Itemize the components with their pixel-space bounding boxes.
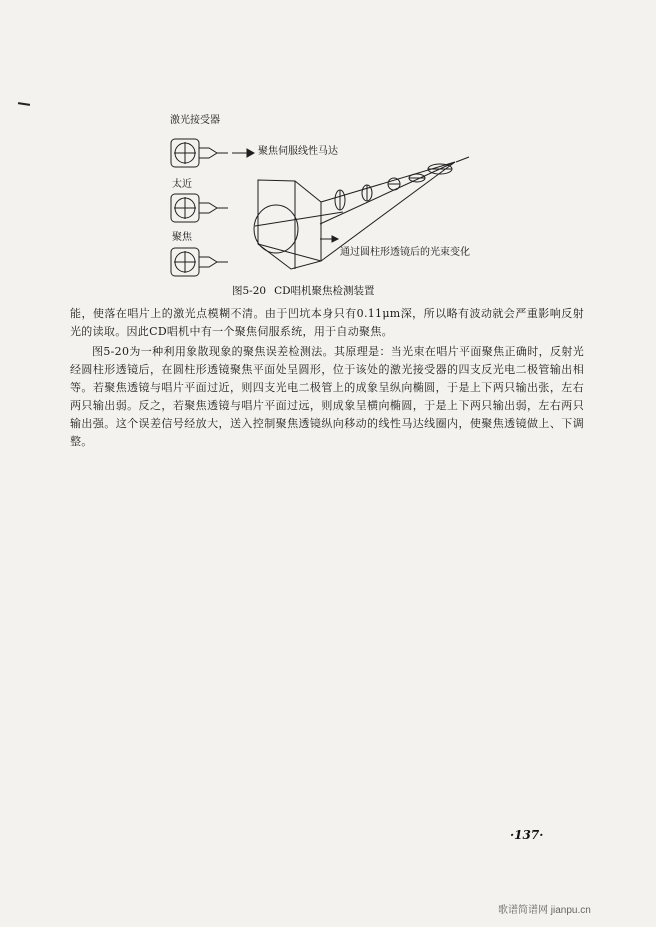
cd-focus-detection-figure (150, 108, 510, 296)
figure-label-laser-receiver: 激光接受器 (170, 115, 220, 126)
cylindrical-lens (254, 180, 343, 269)
detector-bottom (171, 248, 228, 276)
figure-label-too-near: 太近 (172, 179, 192, 190)
body-text (70, 305, 584, 451)
figure-label-focus: 聚焦 (172, 232, 192, 243)
paragraph-continuation: 能，使落在唱片上的激光点模糊不清。由于凹坑本身只有0.11μm深，所以略有波动就会严重影响反射光的读取。因此CD唱机中有一个聚焦伺服系统，用于自动聚焦。 (70, 307, 584, 338)
caption-number: 图5-20 (232, 285, 267, 297)
beam-arrowhead-icon (332, 236, 338, 242)
figure-label-linear-motor: 聚焦伺服线性马达 (258, 146, 338, 157)
figure-caption (232, 286, 375, 297)
figure-label-beam-change: 通过圆柱形透镜后的光束变化 (340, 247, 470, 258)
focus-diagram (150, 108, 510, 296)
detector-top (171, 139, 228, 167)
detector-middle (171, 194, 228, 222)
watermark-text: 歌谱简谱网 jianpu.cn (498, 905, 591, 916)
paragraph-main: 图5-20为一种利用象散现象的聚焦误差检测法。其原理是：当光束在唱片平面聚焦正确时，反射光经圆柱形透镜后，在圆柱形透镜聚焦平面处呈圆形，位于该处的激光接受器的四支反光电二极管输出相等。若聚焦透镜与唱片平面过近，则四支光电二极管上的成象呈纵向椭圆，于是上下两只输出张，左右两只输出弱。反之，若聚焦透镜与唱片平面过远，则成象呈横向椭圆，于是上下两只输出弱，左右两只输出强。这个误差信号经放大，送入控制聚焦透镜纵向移动的线性马达线圈内，使聚焦透镜做上、下调整。 (70, 345, 584, 448)
page-number: ·137· (510, 828, 544, 842)
margin-mark (18, 102, 30, 106)
motor-arrowhead-icon (247, 149, 254, 157)
caption-title: CD唱机聚焦检测装置 (274, 285, 375, 297)
